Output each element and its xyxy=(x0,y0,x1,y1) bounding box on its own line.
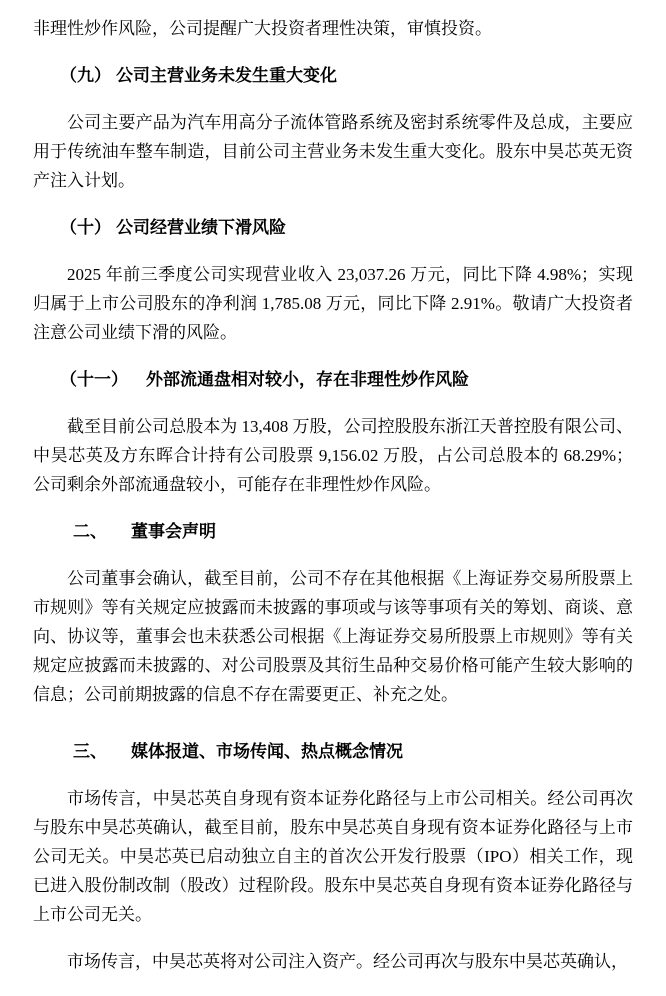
section-media-title: 媒体报道、市场传闻、热点概念情况 xyxy=(131,742,403,761)
board-statement-paragraph: 公司董事会确认，截至目前，公司不存在其他根据《上海证券交易所股票上市规则》等有关规定应披露而未披露的事项或与该等事项有关的筹划、商谈、意向、协议等，董事会也未获悉公司根据《上海证券交易所股票上市规则》等有关规定应披露而未披露的、对公司股票及其衍生品种交易价格可能产生较大影响的信息；公司前期披露的信息不存在需要更正、补充之处。 xyxy=(33,569,633,704)
section-11-paragraph: 截至目前公司总股本为 13,408 万股，公司控股股东浙江天普控股有限公司、中昊芯英及方东晖合计持有公司股票 9,156.02 万股，占公司总股本的 68.29%；公司剩余外部流通盘较小，可能存在非理性炒作风险。 xyxy=(33,417,633,494)
media-rumor-paragraph-2: 市场传言，中昊芯英将对公司注入资产。经公司再次与股东中昊芯英确认， xyxy=(67,952,628,971)
section-9-paragraph: 公司主要产品为汽车用高分子流体管路系统及密封系统零件及总成，主要应用于传统油车整车制造，目前公司主营业务未发生重大变化。股东中昊芯英无资产注入计划。 xyxy=(33,113,633,190)
section-11-number: （十一） xyxy=(60,370,128,389)
section-9-number: （九） xyxy=(60,66,111,85)
continuation-paragraph: 非理性炒作风险，公司提醒广大投资者理性决策，审慎投资。 xyxy=(33,19,492,38)
section-heading-10 xyxy=(33,213,633,242)
section-heading-9 xyxy=(33,61,633,90)
section-9-title: 公司主营业务未发生重大变化 xyxy=(116,66,337,85)
section-heading-board-statement xyxy=(33,517,633,546)
section-media-number: 三、 xyxy=(73,742,107,761)
section-heading-media xyxy=(33,737,633,766)
section-10-number: （十） xyxy=(60,218,111,237)
media-rumor-paragraph-1: 市场传言，中昊芯英自身现有资本证券化路径与上市公司相关。经公司再次与股东中昊芯英确认，截至目前，股东中昊芯英自身现有资本证券化路径与上市公司无关。中昊芯英已启动独立自主的首次公开发行股票（IPO）相关工作，现已进入股份制改制（股改）过程阶段。股东中昊芯英自身现有资本证券化路径与上市公司无关。 xyxy=(33,789,633,924)
section-heading-11 xyxy=(33,365,633,394)
section-board-number: 二、 xyxy=(73,522,107,541)
section-11-title: 外部流通盘相对较小，存在非理性炒作风险 xyxy=(146,370,469,389)
section-10-title: 公司经营业绩下滑风险 xyxy=(116,218,286,237)
section-10-paragraph: 2025 年前三季度公司实现营业收入 23,037.26 万元，同比下降 4.98%；实现归属于上市公司股东的净利润 1,785.08 万元，同比下降 2.91%。敬请广大投资者注意公司业绩下滑的风险。 xyxy=(33,265,633,342)
section-board-title: 董事会声明 xyxy=(131,522,216,541)
